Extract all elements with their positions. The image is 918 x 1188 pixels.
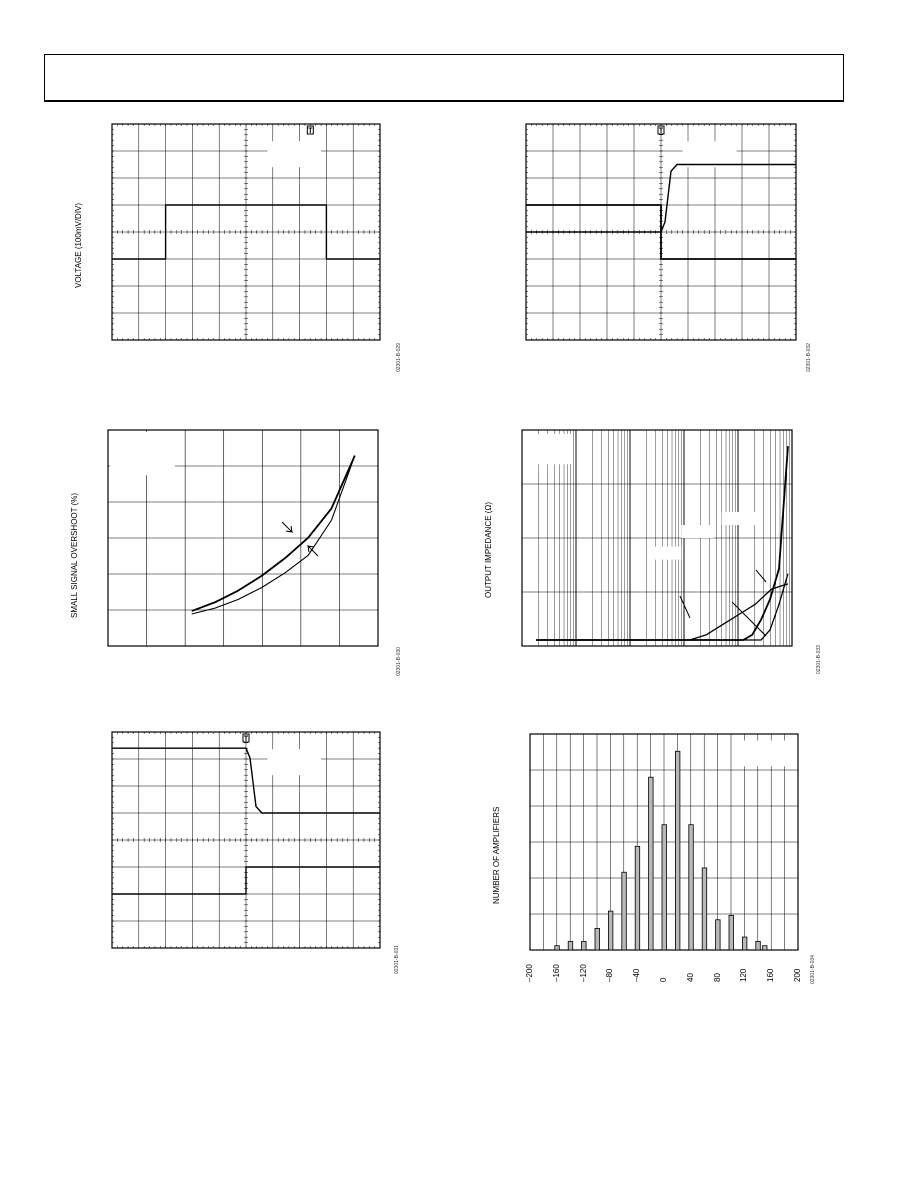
x-tick-label: 160 [766, 968, 776, 982]
scope-plot-c [60, 722, 420, 982]
series-line-2 [536, 584, 788, 640]
x-tick-label: 200 [793, 968, 802, 982]
histogram-bar [622, 872, 627, 950]
page-header-box [44, 54, 844, 102]
annotation-box [681, 525, 713, 538]
histogram-bar [702, 868, 707, 950]
x-tick-label: 120 [739, 968, 749, 982]
impedance-plot [480, 420, 840, 680]
x-tick-label: –160 [551, 964, 561, 982]
y-axis-label: NUMBER OF AMPLIFIERS [492, 806, 501, 904]
histogram-bar [608, 911, 613, 950]
histogram-bar [555, 946, 560, 950]
y-axis-label: OUTPUT IMPEDANCE (Ω) [484, 501, 493, 598]
figure-id: 02301-B-033 [816, 645, 822, 674]
histogram-bar [716, 920, 721, 950]
x-tick-label: 80 [712, 973, 722, 982]
annotation-arrow [282, 522, 292, 532]
x-tick-label: –40 [632, 968, 642, 982]
series-line-2 [192, 456, 355, 614]
legend-blank [110, 432, 175, 475]
figure-id: 02301-B-032 [806, 343, 812, 372]
annotation-box [722, 512, 760, 525]
figure-impedance [480, 420, 840, 680]
histogram-bar [756, 941, 761, 950]
histogram-bar [582, 941, 587, 950]
histogram-bar [568, 941, 573, 950]
histogram-bar [742, 937, 747, 950]
histogram-plot [480, 722, 840, 992]
x-tick-label: –120 [578, 964, 588, 982]
scope-plot-a [60, 110, 420, 370]
histogram-bar [763, 946, 768, 950]
legend-blank [267, 749, 321, 775]
y-axis-label: SMALL SIGNAL OVERSHOOT (%) [70, 492, 79, 618]
series-line-1 [536, 446, 788, 640]
legend-blank [683, 141, 737, 167]
annotation-arrow [756, 570, 766, 582]
legend-blank [524, 434, 573, 464]
figure-id: 02301-B-031 [394, 945, 400, 974]
histogram-bar [689, 825, 694, 950]
x-tick-label: –200 [525, 964, 534, 982]
series-line-input [112, 867, 380, 894]
figure-histogram [480, 722, 840, 992]
figure-id: 02301-B-030 [396, 647, 402, 676]
y-axis-label: VOLTAGE (100mV/DIV) [74, 202, 83, 288]
figure-id: 02301-B-029 [396, 343, 402, 372]
annotation-box [649, 547, 681, 560]
x-tick-label: –80 [605, 968, 615, 982]
figure-scope-b [480, 110, 840, 370]
legend-blank [267, 141, 321, 167]
figure-scope-c [60, 722, 420, 982]
histogram-bar [675, 751, 680, 950]
series-line-1 [192, 456, 355, 611]
histogram-bar [662, 825, 667, 950]
histogram-bar [649, 777, 654, 950]
overshoot-plot [60, 420, 420, 680]
histogram-bar [595, 928, 600, 950]
x-tick-label: 0 [659, 977, 668, 982]
scope-plot-b [480, 110, 840, 370]
legend-blank [739, 740, 793, 766]
histogram-bar [635, 846, 640, 950]
figure-id: 02301-B-034 [810, 955, 816, 984]
figure-scope-a [60, 110, 420, 370]
figure-overshoot [60, 420, 420, 680]
histogram-bar [729, 915, 734, 950]
x-tick-label: 40 [685, 973, 695, 982]
